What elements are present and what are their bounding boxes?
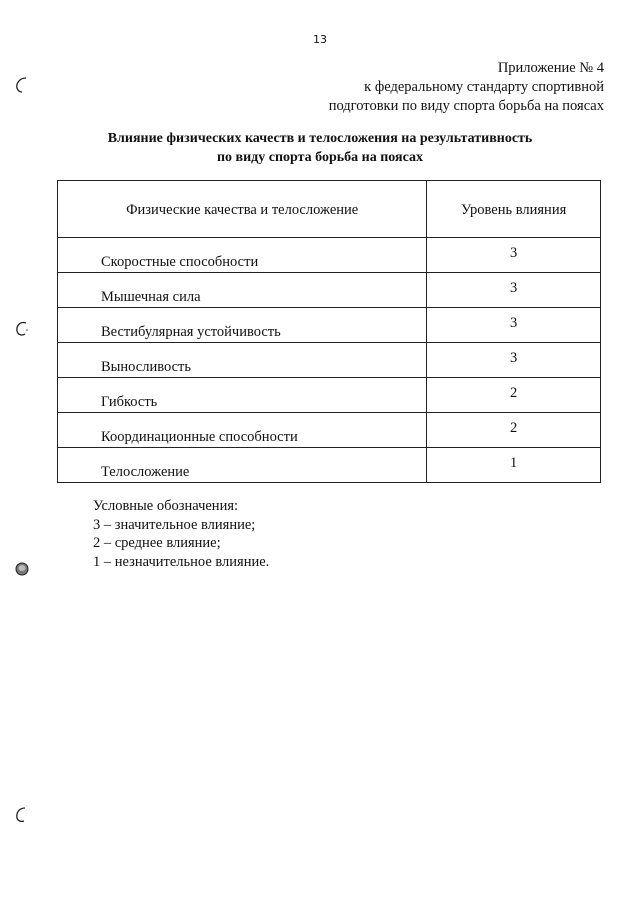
level-cell: [427, 273, 601, 308]
level-value: 2: [510, 385, 518, 401]
quality-cell: [58, 378, 427, 413]
level-value: 1: [510, 455, 518, 471]
quality-name: Выносливость: [101, 359, 191, 375]
level-value: 2: [510, 420, 518, 436]
table-row: [58, 448, 601, 483]
level-value: 3: [510, 315, 518, 331]
punch-hole-mark: [14, 806, 30, 824]
table-row: [58, 308, 601, 343]
legend: [93, 497, 269, 571]
punch-hole-mark: [14, 76, 30, 94]
level-cell: [427, 238, 601, 273]
quality-cell: [58, 238, 427, 273]
quality-cell: [58, 308, 427, 343]
legend-item: 1 – незначительное влияние.: [93, 553, 270, 570]
quality-name: Гибкость: [101, 394, 158, 410]
quality-cell: [58, 343, 427, 378]
punch-hole-mark: [14, 560, 30, 578]
quality-cell: [58, 273, 427, 308]
title-line-1: Влияние физических качеств и телосложения на результативность: [107, 131, 533, 146]
legend-item: 2 – среднее влияние;: [93, 535, 221, 551]
table-header-row: [58, 181, 601, 238]
table-row: [58, 378, 601, 413]
table-row: [58, 273, 601, 308]
appendix-sport: подготовки по виду спорта борьба на поясах: [328, 98, 604, 114]
title-line-2: по виду спорта борьба на поясах: [216, 150, 424, 165]
level-value: 3: [510, 280, 518, 296]
header-quality: Физические качества и телосложение: [58, 181, 427, 238]
level-value: 3: [510, 350, 518, 366]
appendix-header: [329, 59, 604, 116]
level-cell: [427, 413, 601, 448]
table-row: [58, 413, 601, 448]
table-row: [58, 343, 601, 378]
quality-cell: [58, 413, 427, 448]
quality-cell: [58, 448, 427, 483]
appendix-reference: к федеральному стандарту спортивной: [364, 79, 604, 95]
level-value: 3: [510, 245, 518, 261]
level-cell: [427, 343, 601, 378]
quality-name: Мышечная сила: [101, 289, 201, 305]
table-row: [58, 238, 601, 273]
quality-name: Вестибулярная устойчивость: [101, 324, 281, 340]
influence-table: [57, 180, 601, 483]
level-cell: [427, 378, 601, 413]
legend-item: 3 – значительное влияние;: [93, 516, 256, 533]
legend-title: Условные обозначения:: [93, 498, 239, 514]
punch-hole-mark: [14, 320, 30, 338]
page-number: 13: [313, 33, 327, 46]
level-cell: [427, 448, 601, 483]
level-cell: [427, 308, 601, 343]
appendix-number: Приложение № 4: [497, 60, 604, 76]
header-level: Уровень влияния: [427, 181, 601, 238]
quality-name: Координационные способности: [101, 429, 298, 445]
document-title: [0, 129, 640, 167]
quality-name: Скоростные способности: [101, 254, 259, 270]
quality-name: Телосложение: [101, 464, 190, 480]
